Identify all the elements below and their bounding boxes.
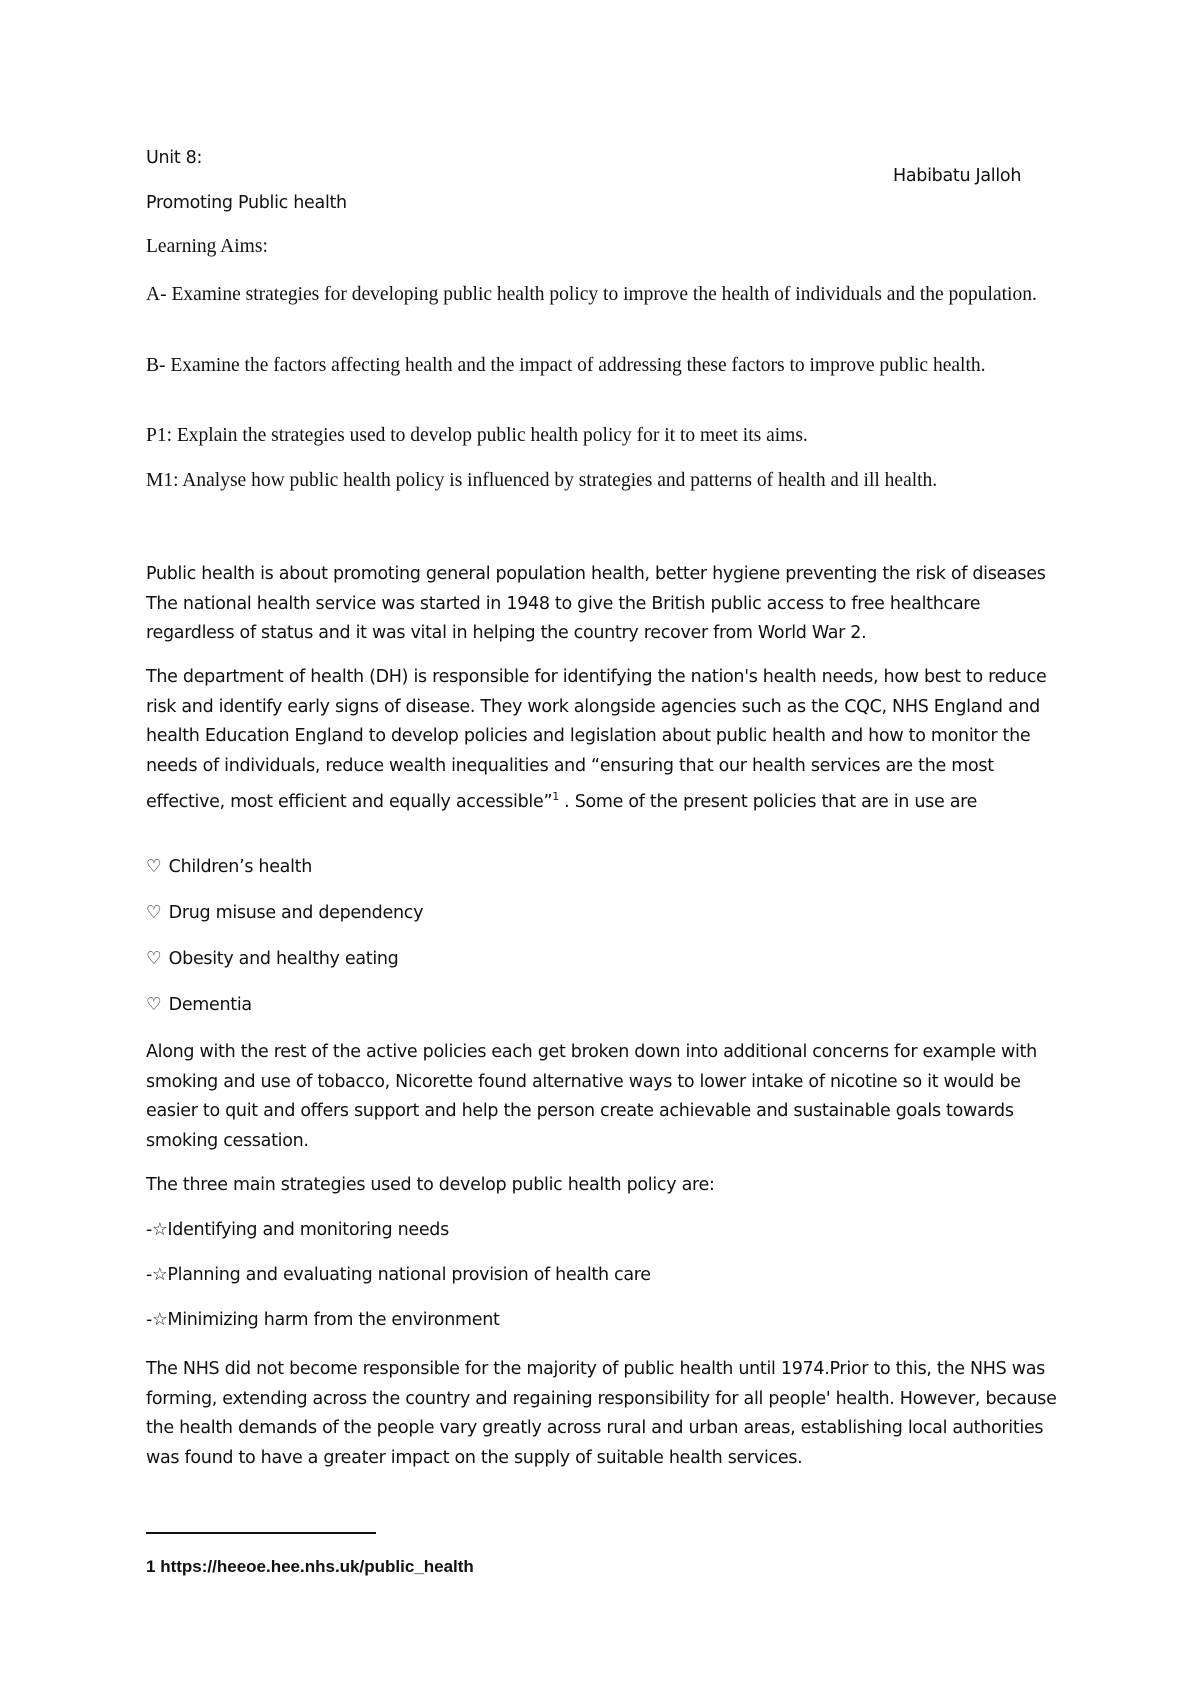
strategy-label: Identifying and monitoring needs (167, 1220, 449, 1240)
policy-label: Dementia (168, 995, 252, 1015)
strategies-intro: The three main strategies used to develop public health policy are: (146, 1175, 715, 1195)
learning-aims-heading: Learning Aims: (146, 236, 268, 257)
paragraph-department-of-health (146, 663, 1066, 817)
list-item (146, 1265, 651, 1285)
star-icon: -☆ (146, 1220, 168, 1240)
list-item (146, 903, 423, 923)
star-icon: -☆ (146, 1310, 168, 1330)
paragraph-dh-text-end: . Some of the present policies that are in use are (558, 791, 978, 812)
list-item (146, 1220, 449, 1240)
footnote-link[interactable]: https://heeoe.hee.nhs.uk/public_health (160, 1557, 474, 1576)
footnote-divider (146, 1532, 376, 1534)
heart-icon: ♡ (146, 949, 162, 969)
unit-label: Unit 8: (146, 148, 203, 168)
footnote (146, 1557, 474, 1577)
document-title: Promoting Public health (146, 193, 347, 213)
strategy-label: Planning and evaluating national provision of health care (167, 1265, 651, 1285)
criterion-p1: P1: Explain the strategies used to develop public health policy for it to meet its aims. (146, 425, 808, 446)
criterion-m1: M1: Analyse how public health policy is influenced by strategies and patterns of health and ill health. (146, 470, 938, 491)
list-item (146, 949, 398, 969)
heart-icon: ♡ (146, 857, 162, 877)
policy-label: Obesity and healthy eating (168, 949, 399, 969)
policy-label: Children’s health (168, 857, 313, 877)
paragraph-dh-text: The department of health (DH) is responsible for identifying the nation's health needs, how best to reduce risk and identify early signs of disease. They work alongside agencies such as the CQC, NHS England and health Education England to develop policies and legislation about public health and how to monitor the needs of individuals, reduce wealth inequalities and “ensuring that our health services are the most effective, most efficient and equally accessible” (146, 667, 1047, 812)
aim-b: B- Examine the factors affecting health and the impact of addressing these factors to improve public health. (146, 355, 986, 376)
list-item (146, 1310, 500, 1330)
policy-label: Drug misuse and dependency (168, 903, 424, 923)
list-item (146, 995, 252, 1015)
aim-a: A- Examine strategies for developing public health policy to improve the health of individuals and the population. (146, 284, 1037, 305)
paragraph-smoking: Along with the rest of the active policies each get broken down into additional concerns for example with smoking and use of tobacco, Nicorette found alternative ways to lower intake of nicotine so it would be easier to quit and offers support and help the person create achievable and sustainable goals towards smoking cessation. (146, 1042, 1037, 1152)
paragraph-intro: Public health is about promoting general population health, better hygiene preventing the risk of diseases The national health service was started in 1948 to give the British public access to free healthcare regardless of status and it was vital in helping the country recover from World War 2. (146, 564, 1046, 644)
list-item (146, 857, 312, 877)
author-name: Habibatu Jalloh (893, 165, 1022, 186)
star-icon: -☆ (146, 1265, 168, 1285)
heart-icon: ♡ (146, 995, 162, 1015)
footnote-number: 1 (146, 1557, 156, 1576)
footnote-reference: 1 (552, 789, 559, 803)
heart-icon: ♡ (146, 903, 162, 923)
paragraph-nhs-history: The NHS did not become responsible for the majority of public health until 1974.Prior to this, the NHS was forming, extending across the country and regaining responsibility for all people' health. However, because the health demands of the people vary greatly across rural and urban areas, establishing local authorities was found to have a greater impact on the supply of suitable health services. (146, 1359, 1057, 1469)
strategy-label: Minimizing harm from the environment (167, 1310, 500, 1330)
